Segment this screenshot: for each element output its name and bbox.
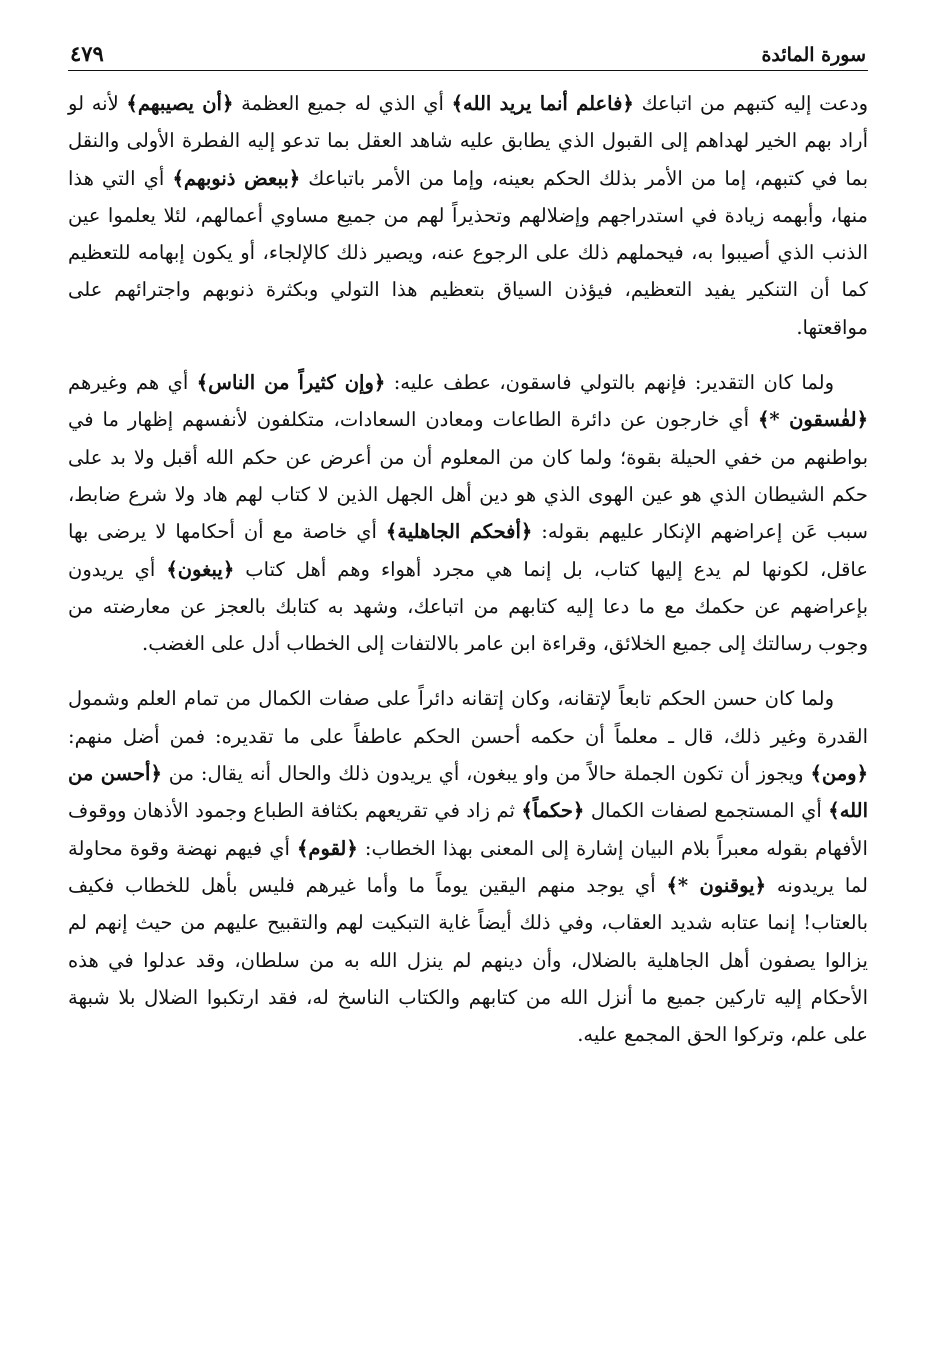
paragraph — [68, 680, 868, 1053]
text-run: أي يوجد منهم اليقين يوماً ما وأما غيرهم فليس بأهل للخطاب فكيف بالعتاب! إنما عتابه شديد العقاب، وفي ذلك أيضاً غاية التبكيت لهم والتقبيح عليهم من حيث إنهم لم يزالوا يصفون أهل الجاهلية بالضلال، وأن دينهم لم ينزل الله به من سلطان، وقد عدلوا في هذه الأحكام إليه تاركين جميع ما أنزل الله من كتابهم والكتاب الناسخ له، فقد ارتكبوا الضلال بلا شبهة على علم، وتركوا الحق المجمع عليه. — [68, 873, 868, 1047]
surah-title: سورة المائدة — [761, 44, 866, 66]
text-run: ولما كان حسن الحكم تابعاً لإتقانه، وكان إتقانه دائراً على صفات الكمال من تمام العلم وشمول القدرة وغير ذلك، قال ـ معلماً أن حكمه أحسن الحكم عاطفاً على ما تقديره: فمن أضل منهم: — [68, 687, 868, 748]
page-header — [68, 40, 868, 71]
quran-quote: ﴿ببعض ذنوبهم﴾ — [172, 166, 301, 190]
paragraph — [68, 85, 868, 346]
paragraph — [68, 364, 868, 662]
text-run: لأنه لو أراد بهم الخير لهداهم إلى القبول الذي يطابق عليه شاهد العقل بما تدعو إليه الفطرة الأولى والنقل بما في كتبهم، إما من الأمر بذلك الحكم بعينه، وإما من الأمر باتباعك — [68, 92, 869, 190]
quran-quote: ﴿لقوم﴾ — [297, 836, 358, 860]
text-run: أي الذي له جميع العظمة — [233, 92, 452, 115]
text-run: أي المستجمع لصفات الكمال — [584, 799, 829, 823]
text-run: ويجوز أن تكون الجملة حالاً من واو يبغون، أي يريدون ذلك والحال أنه يقال: من — [161, 762, 811, 786]
quran-quote: ﴿ومن﴾ — [810, 762, 869, 786]
quran-quote: ﴿وإن كثيراً من الناس﴾ — [196, 371, 386, 395]
page-number: ٤٧٩ — [70, 41, 104, 66]
text-run: أي خارجون عن دائرة الطاعات ومعادن السعادات، متكلفون لأنفسهم إظهار ما في بواطنهم من خفي الحيلة بقوة؛ ولما كان من المعلوم أن من أعرض عن حكم الله أقبل ولا بد على حكم الشيطان الذي هو عين الهوى الذي هو دين أهل الجهل الذين لا كتاب لهم هاد ولا شرع ضابط، سبب عَن إعراضهم الإنكار عليهم بقوله: — [68, 408, 868, 544]
quran-quote: ﴿يبغون﴾ — [166, 557, 235, 581]
text-run: أي خاصة مع أن أحكامها لا يرضى بها عاقل، لكونها لم يدع إليها كتاب، بل إنما هي مجرد أهواء وهم أهل كتاب — [68, 520, 868, 581]
text-run: أي التي هذا منها، وأبهمه زيادة في استدراجهم وإضلالهم وتحذيراً لهم من جميع مساوي أعمالهم، لئلا يعلموا عين الذنب الذي أصيبوا به، فيحملهم ذلك على الرجوع عنه، ويصير ذلك كالإلجاء، أو يكون إبهامه للتعظيم كما أن التنكير يفيد التعظيم، فيؤذن السياق بتعظيم هذا التولي وبكثرة ذنوبهم واجترائهم على مواقعتها. — [68, 166, 868, 339]
quran-quote: ﴿أحسن من الله﴾ — [68, 762, 868, 823]
book-page — [68, 40, 868, 1320]
text-run: ثم زاد في تقريعهم بكثافة الطباع وجمود الأذهان ووقوف الأفهام بقوله معبراً بلام البيان إشارة إلى المعنى بهذا الخطاب: — [68, 799, 868, 860]
text-run: أي يريدون بإعراضهم عن حكمك مع ما دعا إليه كتابهم من اتباعك، وشهد به كتابك بالعجز عن معارضته من وجوب رسالتك إلى جميع الخلائق، وقراءة ابن عامر بالالتفات إلى الخطاب أدل على الغضب. — [68, 557, 868, 656]
quran-quote: ﴿يوقنون *﴾ — [666, 873, 767, 897]
quran-quote: ﴿أن يصيبهم﴾ — [126, 92, 234, 115]
text-run: ودعت إليه كتبهم من اتباعك — [633, 92, 869, 115]
text-run: أي هم وغيرهم — [68, 371, 197, 395]
text-run: أي فيهم نهضة وقوة محاولة لما يريدونه — [68, 836, 868, 897]
quran-quote: ﴿فاعلم أنما يريد الله﴾ — [451, 92, 634, 115]
page-body — [68, 85, 868, 1053]
quran-quote: ﴿حكماً﴾ — [521, 799, 585, 823]
quran-quote: ﴿أفحكم الجاهلية﴾ — [385, 520, 533, 544]
text-run: ولما كان التقدير: فإنهم بالتولي فاسقون، عطف عليه: — [385, 371, 834, 395]
quran-quote: ﴿لفٰسقون *﴾ — [757, 408, 868, 432]
